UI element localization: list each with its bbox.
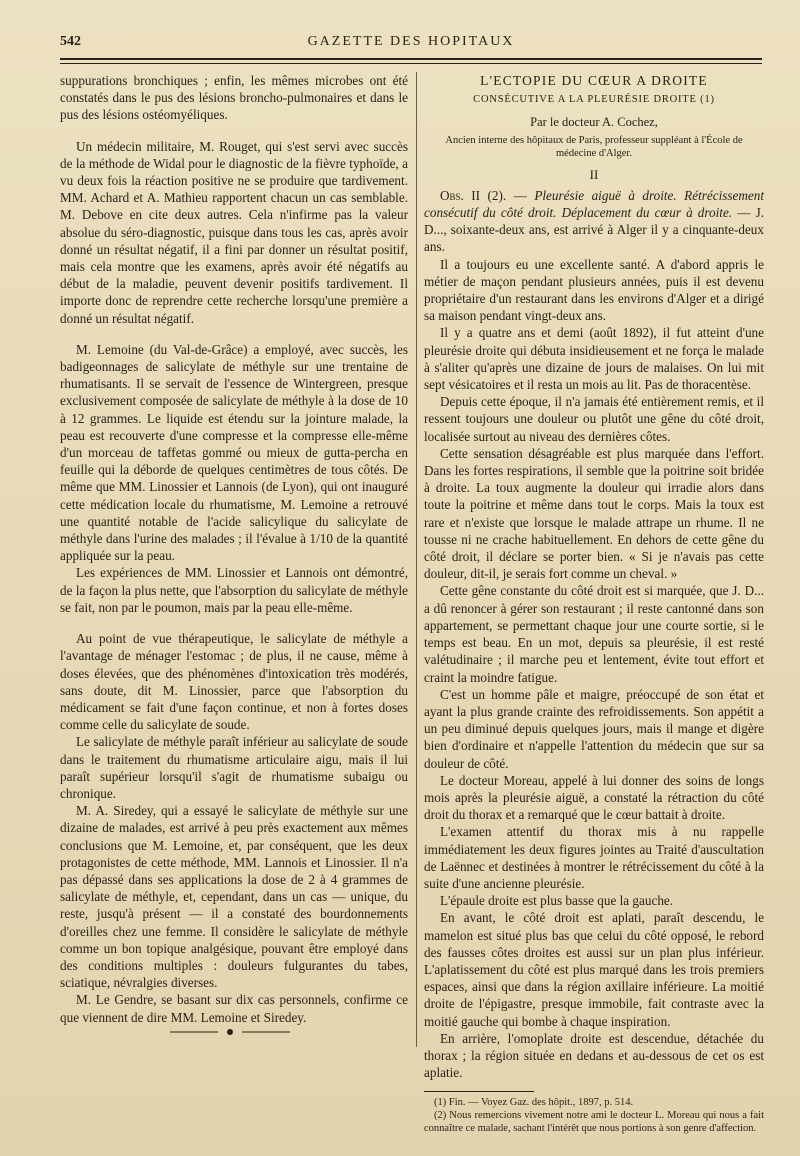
paragraph: L'épaule droite est plus basse que la gauche. [440, 893, 674, 909]
end-ornament [170, 1026, 290, 1038]
paragraph: Il a toujours eu une excellente santé. A d'abord appris le métier de maçon pendant plusieurs années, puis il est devenu propriétaire d'un restaurant dans les environs d'Alger et a dirigé sa maison pendant vingt-deux ans. [424, 256, 764, 324]
header-rule-thick [60, 58, 762, 60]
obs-rest: — J. D..., soixante-deux ans, est arrivé à Alger il y a cinquante-deux ans. [424, 205, 765, 255]
running-title: GAZETTE DES HOPITAUX [307, 34, 515, 49]
paragraph: Depuis cette époque, il n'a jamais été entièrement remis, et il ressent toujours une douleur ou plutôt une gêne du côté droit, localisée surtout au niveau des dernières côtes. [424, 394, 764, 444]
observation-heading [424, 187, 764, 256]
article-subtitle: CONSÉCUTIVE A LA PLEURÉSIE DROITE (1) [473, 94, 715, 106]
article-title: L'ECTOPIE DU CŒUR A DROITE [480, 73, 708, 88]
paragraph: L'examen attentif du thorax mis à nu rappelle immédiatement les deux figures jointes au Traité d'auscultation de Laënnec et destinées à montrer le rétrécissement du côté à la suite d'une ancienne pleurésie. [424, 824, 764, 891]
right-column [424, 72, 764, 1135]
page-number: 542 [60, 34, 81, 49]
article-author: Par le docteur A. Cochez, [530, 115, 658, 130]
paragraph: Le docteur Moreau, appelé à lui donner des soins de longs mois après la pleurésie aiguë, a constaté la rétraction du côté droit du thorax et a remarqué que le cœur battait à droite. [424, 772, 764, 823]
obs-title: Pleurésie aiguë à droite. Rétrécissement consécutif du côté droit. Déplacement du cœur à droite. [424, 187, 764, 221]
paragraph: M. Lemoine (du Val-de-Grâce) a employé, avec succès, les badigeonnages de salicylate de méthyle sur une trentaine de rhumatisants. Il se servait de l'essence de Wintergreen, presque exclusivement composée de salicylate de méthyle à la dose de 10 à 12 grammes. Le liquide est étendu sur la jointure malade, la peau est recouverte d'une compresse et la compresse elle-même d'un morceau de taffetas gommé ou mieux de gutta-percha en feuille qui la déborde de quelques centimètres de tous côtés. De même que MM. Linossier et Lannois (de Lyon), qui ont inauguré cette médication locale du rhumatisme, M. Lemoine a retrouvé une quantité notable de l'acide salicylique du salicylate de méthyle dans l'urine des malades ; il l'évalue à 1/10 de la quantité appliquée sur la peau. [60, 341, 408, 564]
footnote: (2) Nous remercions vivement notre ami le docteur L. Moreau qui nous a fait connaître ce malade, sachant l'intérêt que nous portions à son genre d'affection. [424, 1110, 764, 1135]
paragraph: Un médecin militaire, M. Rouget, qui s'est servi avec succès de la méthode de Widal pour le diagnostic de la fièvre typhoïde, a vu deux fois la réaction positive ne se produire que tardivement. MM. Achard et A. Mathieu rapportent chacun un cas semblable. M. Debove en cite deux autres. Cela n'infirme pas la valeur absolue du séro-diagnostic, puisque dans tous les cas, après avoir donné un résultat négatif, il a fini par donner un résultat positif, mais cela montre que les examens, après avoir été négatifs au début de la maladie, peuvent devenir positifs tardivement. Il importe donc de reprendre cette recherche lorsqu'une première a donné un résultat négatif. [60, 138, 408, 326]
paragraph: suppurations bronchiques ; enfin, les mêmes microbes ont été constatés dans le pus des lésions broncho-pulmonaires et dans le pus des lésions ostéomyéliques. [60, 73, 408, 123]
paragraph: Cette sensation désagréable est plus marquée dans l'effort. Dans les fortes respirations, il semble que la poitrine soit bridée à droite. La toux augmente la douleur qui irradie alors dans toute la poitrine et même dans tout le corps. Mais la toux est rare et n'existe que lorsque le malade attrape un rhume. Il ne tousse ni ne crache habituellement. En dehors de cette gêne du côté droit, il déclare se porter bien. « Si je n'avais pas cette douleur, dit-il, je serais fort comme un cheval. » [424, 445, 764, 582]
paragraph: En avant, le côté droit est aplati, paraît descendu, le mamelon est situé plus bas que celui du côté opposé, le rebord des fausses côtes droites est aussi sur un plan plus inférieur. L'aplatissement du côté est plus marqué dans les trois premiers espaces, ainsi que dans la région axillaire inférieure. La moitié droite de l'épigastre, presque immobile, fait contraste avec la moitié gauche qui bombe à chaque inspiration. [424, 910, 764, 1029]
section-number: II [589, 166, 599, 182]
column-divider [416, 72, 417, 1047]
obs-label: Obs. II (2). — [440, 187, 527, 203]
paragraph: Au point de vue thérapeutique, le salicylate de méthyle a l'avantage de ménager l'estomac ; de plus, il ne cause, même à doses élevées, que des phénomènes d'intoxication très modérés, sans doute, dit M. Linossier, parce que l'absorption du médicament se fait d'une façon continue, et non à fortes doses comme celle du salicylate de soude. [60, 631, 408, 733]
footnote-rule [424, 1091, 534, 1092]
paragraph: Le salicylate de méthyle paraît inférieur au salicylate de soude dans le traitement du rhumatisme articulaire aigu, mais il lui paraît supérieur lorsqu'il s'agit de rhumatisme subaigu ou chronique. [60, 734, 408, 801]
left-column [60, 72, 408, 1026]
footnote: (1) Fin. — Voyez Gaz. des hôpit., 1897, p. 514. [434, 1097, 634, 1109]
paragraph: Il y a quatre ans et demi (août 1892), il fut atteint d'une pleurésie droite qui débuta insidieusement et ne força le malade à s'aliter qu'après une dizaine de jours de malaises. On lui mit sept vésicatoires et il resta un mois au lit. Pas de thoracentèse. [424, 325, 764, 393]
paragraph: En arrière, l'omoplate droite est descendue, détachée du thorax ; la région située en dedans et au-dessous de cet os est aplatie. [424, 1030, 764, 1081]
paragraph: M. Le Gendre, se basant sur dix cas personnels, confirme ce que viennent de dire MM. Lemoine et Siredey. [60, 992, 408, 1025]
page-header [60, 30, 762, 58]
author-affiliation: Ancien interne des hôpitaux de Paris, professeur suppléant à l'École de médecine d'Alger. [445, 134, 743, 159]
paragraph: Les expériences de MM. Linossier et Lannois ont démontré, de la façon la plus nette, que l'absorption du salicylate de méthyle se fait, non par le poumon, mais par la peau elle-même. [60, 565, 408, 615]
header-rule-thin [60, 63, 762, 64]
paragraph: Cette gêne constante du côté droit est si marquée, que J. D... a dû renoncer à gérer son restaurant ; il reste cantonné dans son appartement, se permettant chaque jour une courte sortie, si le temps est beau. En un mot, depuis sa pleurésie, il est resté valétudinaire ; il marche peu et lentement, évite tout effort et craint la moindre fatigue. [424, 583, 764, 685]
paragraph: M. A. Siredey, qui a essayé le salicylate de méthyle sur une dizaine de malades, est arrivé à peu près exactement aux mêmes conclusions que M. Lemoine, et, par conséquent, que les deux protagonistes de cette méthode, MM. Lannois et Linossier. Il n'a pas dépassé dans ses applications la dose de 2 à 4 grammes de salicylate de méthyle, et, cependant, dans un cas — unique, du reste, jusqu'à présent — il a constaté des bourdonnements d'oreilles chez une femme. Il considère le salicylate de méthyle comme un bon topique analgésique, pouvant être employé dans des conditions multiples : douleurs fulgurantes du tabes, sciatique, névralgies diverses. [60, 803, 408, 991]
paragraph: C'est un homme pâle et maigre, préoccupé de son état et ayant la plus grande crainte des refroidissements. Son appétit a un peu diminué depuis quelques jours, mais il mange et digère bien d'ordinaire et n'appelle l'attention du médecin que sur sa douleur de côté. [424, 686, 764, 771]
